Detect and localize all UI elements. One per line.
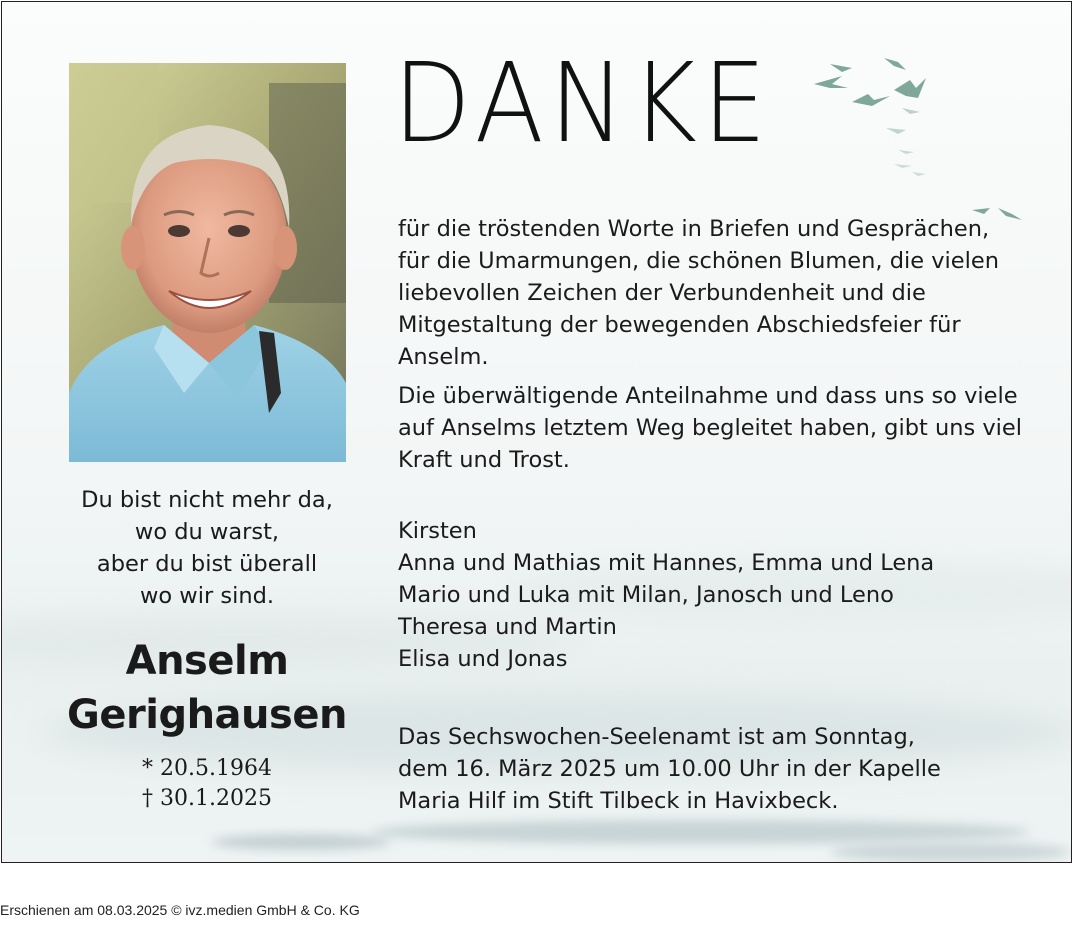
poem-line: aber du bist überall: [96, 551, 318, 577]
portrait-photo: [69, 63, 346, 462]
poem-line: wo du warst,: [134, 519, 280, 545]
publication-footer: Erschienen am 08.03.2025 © ivz.medien GmbH & Co. KG: [0, 902, 360, 918]
death-date: † 30.1.2025: [142, 786, 272, 811]
text-line: für die tröstenden Worte in Briefen und Gesprächen,: [398, 216, 990, 242]
life-dates: [42, 754, 372, 814]
text-line: Maria Hilf im Stift Tilbeck in Havixbeck.: [398, 788, 839, 814]
text-line: Die überwältigende Anteilnahme und dass uns so viele: [398, 383, 1018, 409]
deceased-name: [42, 634, 372, 742]
text-line: für die Umarmungen, die schönen Blumen, die vielen: [398, 248, 999, 274]
last-name: Gerighausen: [67, 692, 347, 738]
flying-birds-icon: [802, 50, 1032, 230]
poem-line: wo wir sind.: [139, 583, 275, 609]
birth-date: * 20.5.1964: [142, 756, 272, 781]
poem-line: Du bist nicht mehr da,: [81, 487, 333, 513]
text-line: Anselm.: [398, 344, 489, 370]
family-member: Anna und Mathias mit Hannes, Emma und Lena: [398, 550, 935, 576]
text-line: Das Sechswochen-Seelenamt ist am Sonntag,: [398, 724, 915, 750]
text-line: Mitgestaltung der bewegenden Abschiedsfeier für: [398, 312, 961, 338]
family-member: Kirsten: [398, 518, 477, 544]
text-line: Kraft und Trost.: [398, 447, 570, 473]
text-line: auf Anselms letztem Weg begleitet haben, gibt uns viel: [398, 415, 1023, 441]
thanks-paragraph-2: [398, 380, 1038, 476]
thanks-paragraph-1: [398, 213, 1038, 373]
obituary-notice: [1, 1, 1072, 863]
memorial-poem: [42, 484, 372, 612]
text-line: liebevollen Zeichen der Verbundenheit und die: [398, 280, 926, 306]
family-member: Elisa und Jonas: [398, 646, 568, 672]
memorial-service-notice: [398, 721, 1038, 817]
text-line: dem 16. März 2025 um 10.00 Uhr in der Kapelle: [398, 756, 941, 782]
first-name: Anselm: [125, 638, 289, 684]
family-member: Mario und Luka mit Milan, Janosch und Leno: [398, 582, 894, 608]
family-member: Theresa und Martin: [398, 614, 617, 640]
family-signatures: [398, 515, 1038, 675]
page-title: DANKE: [393, 39, 772, 167]
